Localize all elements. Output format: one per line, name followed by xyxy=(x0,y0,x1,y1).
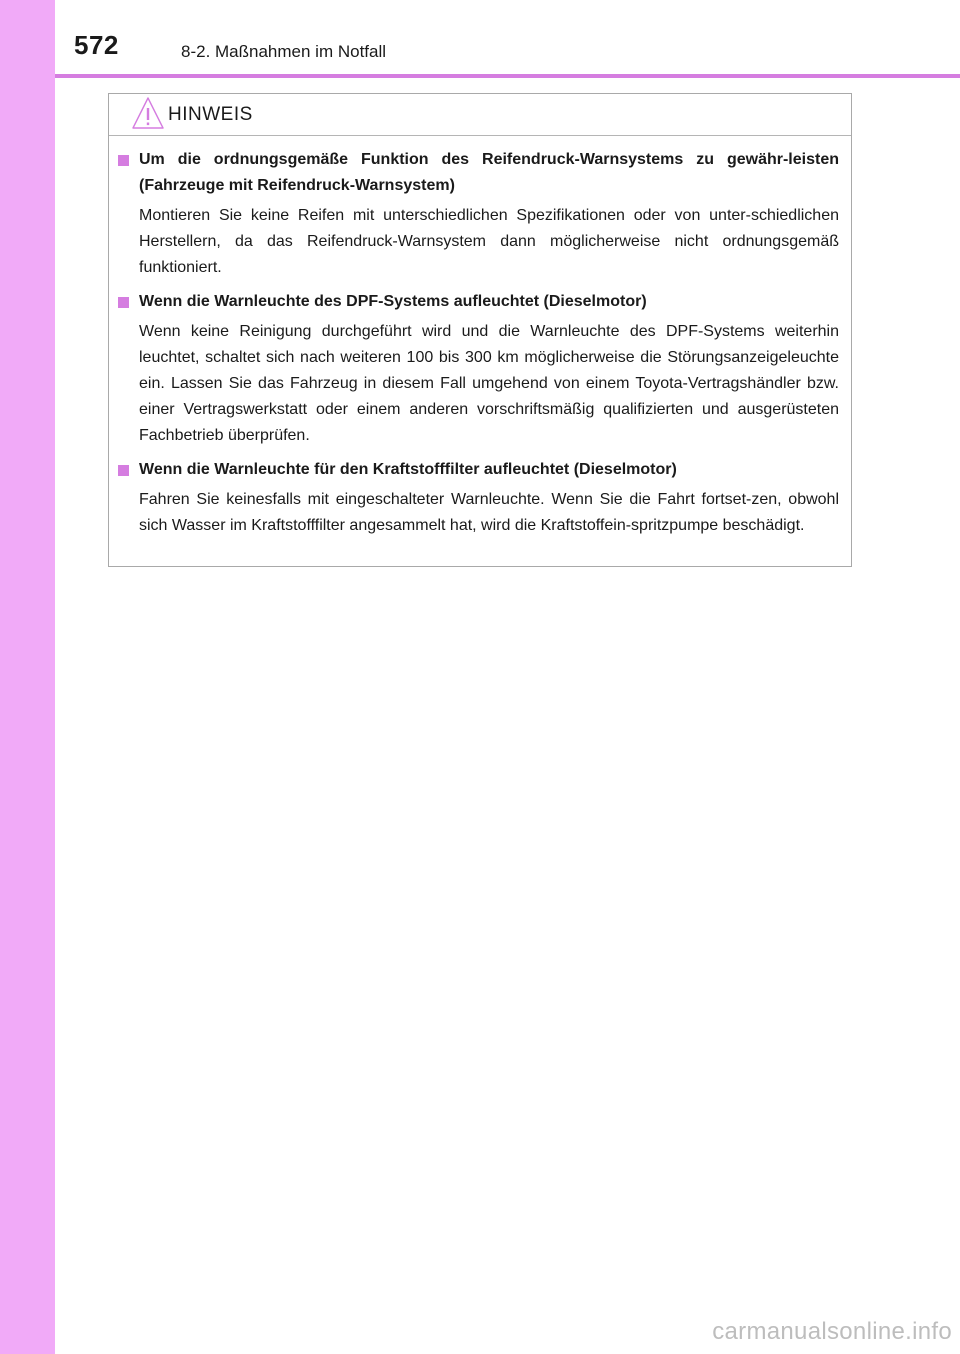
notice-item-text: Fahren Sie keinesfalls mit eingeschalteter Warnleuchte. Wenn Sie die Fahrt fortset-zen, obwohl sich Wasser im Kraftstofffilter angesammelt hat, wird die Kraftstoffein-spritzpumpe beschädigt. xyxy=(139,491,839,534)
notice-item-heading-text: Um die ordnungsgemäße Funktion des Reifendruck-Warnsystems zu gewähr-leisten (Fahrzeuge mit Reifendruck-Warnsystem) xyxy=(139,151,839,194)
notice-item-text: Montieren Sie keine Reifen mit unterschiedlichen Spezifikationen oder von unter-schiedlichen Herstellern, da das Reifendruck-Warnsystem dann möglicherweise nicht ordnungsgemäß funktioniert. xyxy=(139,207,839,276)
notice-item xyxy=(109,147,851,281)
notice-item-heading xyxy=(109,457,851,483)
notice-item xyxy=(109,289,851,449)
header-rule xyxy=(55,74,960,78)
notice-body xyxy=(109,147,851,547)
notice-item-heading xyxy=(109,289,851,315)
square-bullet-icon xyxy=(118,297,129,308)
square-bullet-icon xyxy=(118,465,129,476)
page-number: 572 xyxy=(74,30,119,60)
square-bullet-icon xyxy=(118,155,129,166)
side-color-band xyxy=(0,0,55,1354)
notice-item-text: Wenn keine Reinigung durchgeführt wird und die Warnleuchte des DPF-Systems weiterhin leuchtet, schaltet sich nach weiteren 100 bis 300 km möglicherweise die Störungsanzeigeleuchte ein. Lassen Sie das Fahrzeug in diesem Fall umgehend von einem Toyota-Vertragshändler bzw. einer Vertragswerkstatt oder einem anderen vorschriftsmäßig qualifizierten und ausgerüsteten Fachbetrieb überprüfen. xyxy=(139,323,839,444)
warning-triangle-icon xyxy=(130,95,166,131)
notice-title: HINWEIS xyxy=(168,104,253,125)
notice-item xyxy=(109,457,851,539)
notice-header xyxy=(109,94,851,136)
section-title: 8-2. Maßnahmen im Notfall xyxy=(181,42,387,61)
notice-item-heading xyxy=(109,147,851,199)
notice-item-heading-text: Wenn die Warnleuchte für den Kraftstofffilter aufleuchtet (Dieselmotor) xyxy=(139,461,677,478)
header-band xyxy=(55,0,960,74)
watermark: carmanualsonline.info xyxy=(712,1318,952,1345)
notice-item-heading-text: Wenn die Warnleuchte des DPF-Systems aufleuchtet (Dieselmotor) xyxy=(139,293,647,310)
notice-box xyxy=(108,93,852,567)
